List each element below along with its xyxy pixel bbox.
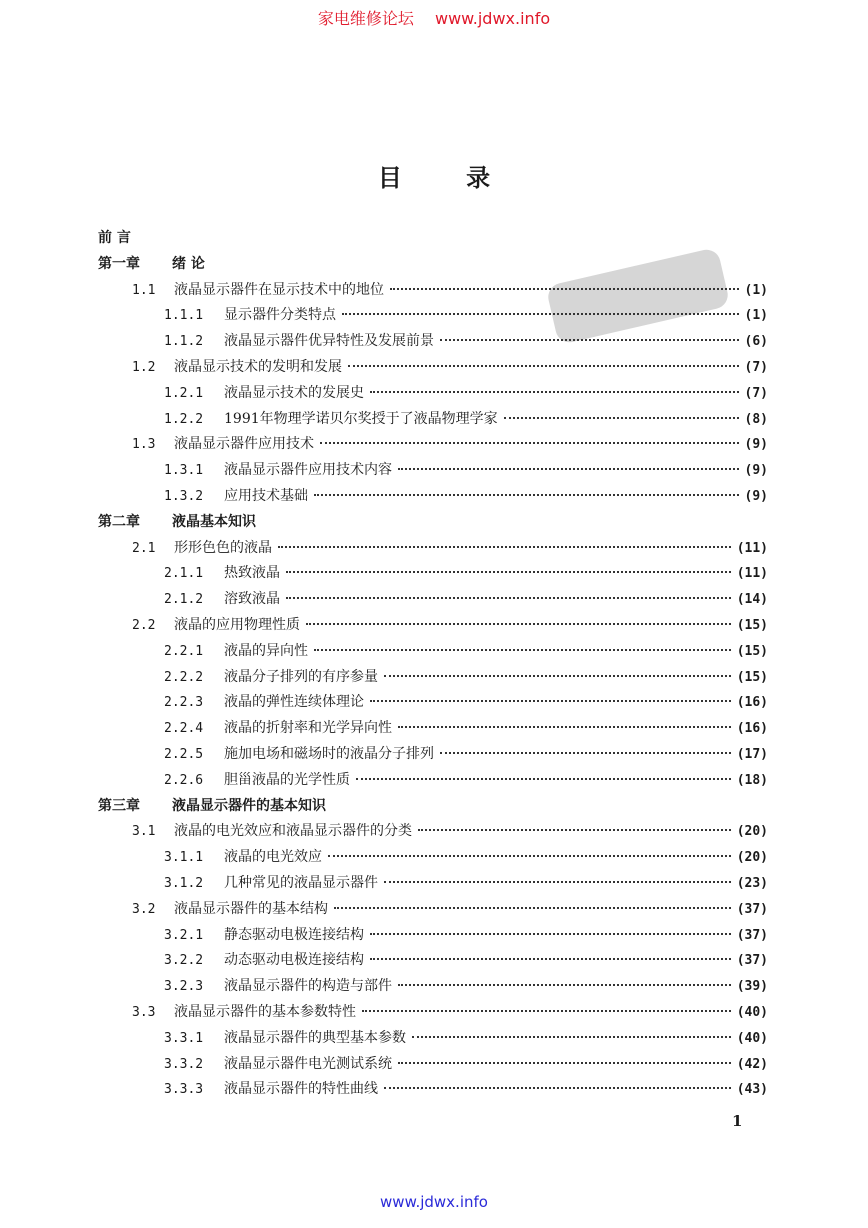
- toc-entry-title: 液晶显示器件的基本结构: [174, 900, 328, 917]
- toc-entry-number: 3.2.1: [164, 927, 204, 943]
- dot-leader: [314, 649, 731, 651]
- toc-entry-title: 应用技术基础: [224, 487, 308, 504]
- toc-entry-title: 液晶显示器件在显示技术中的地位: [174, 281, 384, 298]
- toc-entry-page: (8): [744, 411, 768, 427]
- toc-subsection-row[interactable]: [98, 923, 768, 949]
- toc-section-row[interactable]: [98, 897, 768, 923]
- dot-leader: [334, 907, 731, 909]
- toc-entry-page: (16): [736, 721, 768, 737]
- dot-leader: [504, 417, 739, 419]
- dot-leader: [356, 778, 731, 780]
- toc-entry-page: (37): [736, 953, 768, 969]
- toc-entry-number: 1.2.1: [164, 385, 204, 401]
- toc-entry-title: 液晶显示器件优异特性及发展前景: [224, 333, 434, 350]
- toc-subsection-row[interactable]: [98, 1026, 768, 1052]
- toc-entry-number: 2.1.2: [164, 592, 204, 608]
- toc-subsection-row[interactable]: [98, 974, 768, 1000]
- dot-leader: [398, 1062, 731, 1064]
- toc-entry-title: 溶致液晶: [224, 591, 280, 608]
- toc-entry-title: 液晶显示器件的特性曲线: [224, 1081, 378, 1098]
- toc-subsection-row[interactable]: [98, 303, 768, 329]
- toc-entry-title: 液晶显示器件的典型基本参数: [224, 1029, 406, 1046]
- dot-leader: [370, 958, 731, 960]
- toc-section-row[interactable]: [98, 278, 768, 304]
- dot-leader: [306, 623, 731, 625]
- toc-entry-title: 施加电场和磁场时的液晶分子排列: [224, 745, 434, 762]
- toc-entry-page: (16): [736, 695, 768, 711]
- toc-entry-title: 液晶的电光效应: [224, 849, 322, 866]
- dot-leader: [328, 855, 731, 857]
- toc-section-row[interactable]: [98, 1000, 768, 1026]
- toc-entry-title: 绪 论: [172, 255, 205, 272]
- toc-entry-number: 1.2.2: [164, 411, 204, 427]
- toc-chapter-row[interactable]: [98, 252, 768, 278]
- toc-entry-title: 液晶的弹性连续体理论: [224, 694, 364, 711]
- toc-entry-title: 1991年物理学诺贝尔奖授于了液晶物理学家: [224, 410, 498, 427]
- toc-subsection-row[interactable]: [98, 484, 768, 510]
- toc-entry-title: 液晶显示器件的基本知识: [172, 797, 326, 814]
- toc-subsection-row[interactable]: [98, 948, 768, 974]
- page-number: 1: [732, 1112, 743, 1130]
- toc-entry-number: 1.3: [132, 437, 156, 453]
- toc-entry-number: 1.2: [132, 359, 156, 375]
- dot-leader: [384, 675, 731, 677]
- toc-entry-number: 2.2: [132, 617, 156, 633]
- title-char-2: 录: [466, 163, 491, 192]
- toc-chapter-row[interactable]: [98, 226, 768, 252]
- toc-entry-title: 热致液晶: [224, 565, 280, 582]
- toc-entry-page: (15): [736, 617, 768, 633]
- toc-entry-number: 3.3.1: [164, 1030, 204, 1046]
- toc-entry-number: 第一章: [98, 255, 140, 272]
- toc-entry-title: 液晶的应用物理性质: [174, 616, 300, 633]
- dot-leader: [278, 546, 731, 548]
- toc-entry-title: 液晶显示器件的基本参数特性: [174, 1003, 356, 1020]
- toc-subsection-row[interactable]: [98, 742, 768, 768]
- toc-entry-page: (9): [744, 488, 768, 504]
- toc-subsection-row[interactable]: [98, 639, 768, 665]
- toc-entry-number: 2.2.3: [164, 695, 204, 711]
- toc-entry-title: 形形色色的液晶: [174, 539, 272, 556]
- site-name: 家电维修论坛: [317, 9, 414, 28]
- table-of-contents: [98, 226, 768, 1103]
- toc-entry-number: 3.1.2: [164, 875, 204, 891]
- toc-section-row[interactable]: [98, 432, 768, 458]
- toc-entry-page: (11): [736, 540, 768, 556]
- dot-leader: [342, 313, 739, 315]
- toc-subsection-row[interactable]: [98, 871, 768, 897]
- toc-chapter-row[interactable]: [98, 794, 768, 820]
- toc-subsection-row[interactable]: [98, 407, 768, 433]
- toc-entry-page: (9): [744, 463, 768, 479]
- toc-entry-title: 显示器件分类特点: [224, 307, 336, 324]
- toc-subsection-row[interactable]: [98, 381, 768, 407]
- dot-leader: [370, 933, 731, 935]
- dot-leader: [440, 752, 731, 754]
- header-banner: [0, 6, 868, 29]
- toc-entry-title: 液晶显示器件的构造与部件: [224, 978, 392, 995]
- toc-entry-number: 2.2.1: [164, 643, 204, 659]
- site-url-link[interactable]: www.jdwx.info: [434, 9, 551, 28]
- dot-leader: [320, 442, 739, 444]
- dot-leader: [370, 391, 739, 393]
- toc-entry-title: 液晶显示技术的发明和发展: [174, 358, 342, 375]
- toc-entry-title: 液晶的异向性: [224, 642, 308, 659]
- toc-subsection-row[interactable]: [98, 561, 768, 587]
- toc-entry-page: (6): [744, 334, 768, 350]
- toc-subsection-row[interactable]: [98, 665, 768, 691]
- toc-entry-number: 3.1: [132, 824, 156, 840]
- toc-entry-number: 1.3.1: [164, 463, 204, 479]
- toc-entry-title: 液晶显示器件应用技术: [174, 436, 314, 453]
- toc-entry-page: (37): [736, 927, 768, 943]
- toc-entry-number: 前 言: [98, 230, 131, 246]
- dot-leader: [398, 726, 731, 728]
- toc-entry-page: (43): [736, 1082, 768, 1098]
- toc-entry-page: (7): [744, 385, 768, 401]
- toc-entry-title: 动态驱动电极连接结构: [224, 952, 364, 969]
- toc-subsection-row[interactable]: [98, 716, 768, 742]
- toc-section-row[interactable]: [98, 613, 768, 639]
- toc-entry-page: (23): [736, 875, 768, 891]
- toc-entry-number: 1.1: [132, 282, 156, 298]
- toc-entry-page: (17): [736, 746, 768, 762]
- toc-entry-number: 3.2: [132, 901, 156, 917]
- toc-entry-number: 2.2.2: [164, 669, 204, 685]
- toc-entry-number: 3.2.3: [164, 979, 204, 995]
- toc-entry-number: 3.3.2: [164, 1056, 204, 1072]
- toc-entry-page: (14): [736, 592, 768, 608]
- toc-entry-title: 静态驱动电极连接结构: [224, 926, 364, 943]
- toc-subsection-row[interactable]: [98, 845, 768, 871]
- dot-leader: [348, 365, 739, 367]
- toc-entry-page: (42): [736, 1056, 768, 1072]
- toc-entry-number: 3.3: [132, 1004, 156, 1020]
- toc-entry-number: 2.1.1: [164, 566, 204, 582]
- dot-leader: [384, 1087, 731, 1089]
- toc-subsection-row[interactable]: [98, 690, 768, 716]
- toc-entry-number: 第二章: [98, 513, 140, 530]
- dot-leader: [418, 829, 731, 831]
- toc-entry-number: 2.2.5: [164, 746, 204, 762]
- toc-entry-number: 1.1.2: [164, 334, 204, 350]
- title-char-1: 目: [377, 163, 402, 192]
- toc-entry-page: (7): [744, 359, 768, 375]
- dot-leader: [390, 288, 739, 290]
- page-title: [0, 158, 868, 193]
- toc-subsection-row[interactable]: [98, 329, 768, 355]
- toc-entry-title: 液晶显示器件应用技术内容: [224, 462, 392, 479]
- toc-section-row[interactable]: [98, 819, 768, 845]
- toc-subsection-row[interactable]: [98, 1077, 768, 1103]
- dot-leader: [286, 597, 731, 599]
- dot-leader: [370, 700, 731, 702]
- toc-entry-title: 胆甾液晶的光学性质: [224, 771, 350, 788]
- toc-subsection-row[interactable]: [98, 458, 768, 484]
- toc-entry-page: (40): [736, 1004, 768, 1020]
- toc-entry-page: (9): [744, 437, 768, 453]
- toc-entry-page: (20): [736, 824, 768, 840]
- dot-leader: [398, 468, 739, 470]
- toc-entry-number: 2.1: [132, 540, 156, 556]
- toc-entry-page: (15): [736, 643, 768, 659]
- toc-entry-title: 几种常见的液晶显示器件: [224, 874, 378, 891]
- toc-entry-number: 1.3.2: [164, 488, 204, 504]
- toc-entry-title: 液晶显示器件电光测试系统: [224, 1055, 392, 1072]
- dot-leader: [314, 494, 739, 496]
- toc-entry-page: (1): [744, 282, 768, 298]
- toc-entry-title: 液晶的折射率和光学异向性: [224, 720, 392, 737]
- toc-entry-page: (1): [744, 308, 768, 324]
- dot-leader: [398, 984, 731, 986]
- dot-leader: [412, 1036, 731, 1038]
- toc-entry-page: (40): [736, 1030, 768, 1046]
- toc-subsection-row[interactable]: [98, 768, 768, 794]
- footer-url-link[interactable]: www.jdwx.info: [380, 1193, 488, 1211]
- toc-entry-page: (18): [736, 772, 768, 788]
- toc-entry-number: 3.1.1: [164, 850, 204, 866]
- toc-entry-page: (37): [736, 901, 768, 917]
- toc-entry-title: 液晶显示技术的发展史: [224, 384, 364, 401]
- dot-leader: [384, 881, 731, 883]
- toc-entry-title: 液晶基本知识: [172, 513, 256, 530]
- toc-entry-number: 第三章: [98, 797, 140, 814]
- toc-entry-title: 液晶分子排列的有序参量: [224, 668, 378, 685]
- toc-entry-page: (11): [736, 566, 768, 582]
- toc-section-row[interactable]: [98, 355, 768, 381]
- toc-entry-page: (15): [736, 669, 768, 685]
- toc-entry-number: 2.2.6: [164, 772, 204, 788]
- toc-chapter-row[interactable]: [98, 510, 768, 536]
- dot-leader: [362, 1010, 731, 1012]
- toc-subsection-row[interactable]: [98, 1052, 768, 1078]
- dot-leader: [440, 339, 739, 341]
- toc-subsection-row[interactable]: [98, 587, 768, 613]
- toc-entry-number: 2.2.4: [164, 721, 204, 737]
- toc-entry-page: (39): [736, 979, 768, 995]
- toc-entry-page: (20): [736, 850, 768, 866]
- toc-entry-number: 3.3.3: [164, 1082, 204, 1098]
- toc-entry-title: 液晶的电光效应和液晶显示器件的分类: [174, 823, 412, 840]
- toc-section-row[interactable]: [98, 536, 768, 562]
- dot-leader: [286, 571, 731, 573]
- toc-entry-number: 1.1.1: [164, 308, 204, 324]
- toc-entry-number: 3.2.2: [164, 953, 204, 969]
